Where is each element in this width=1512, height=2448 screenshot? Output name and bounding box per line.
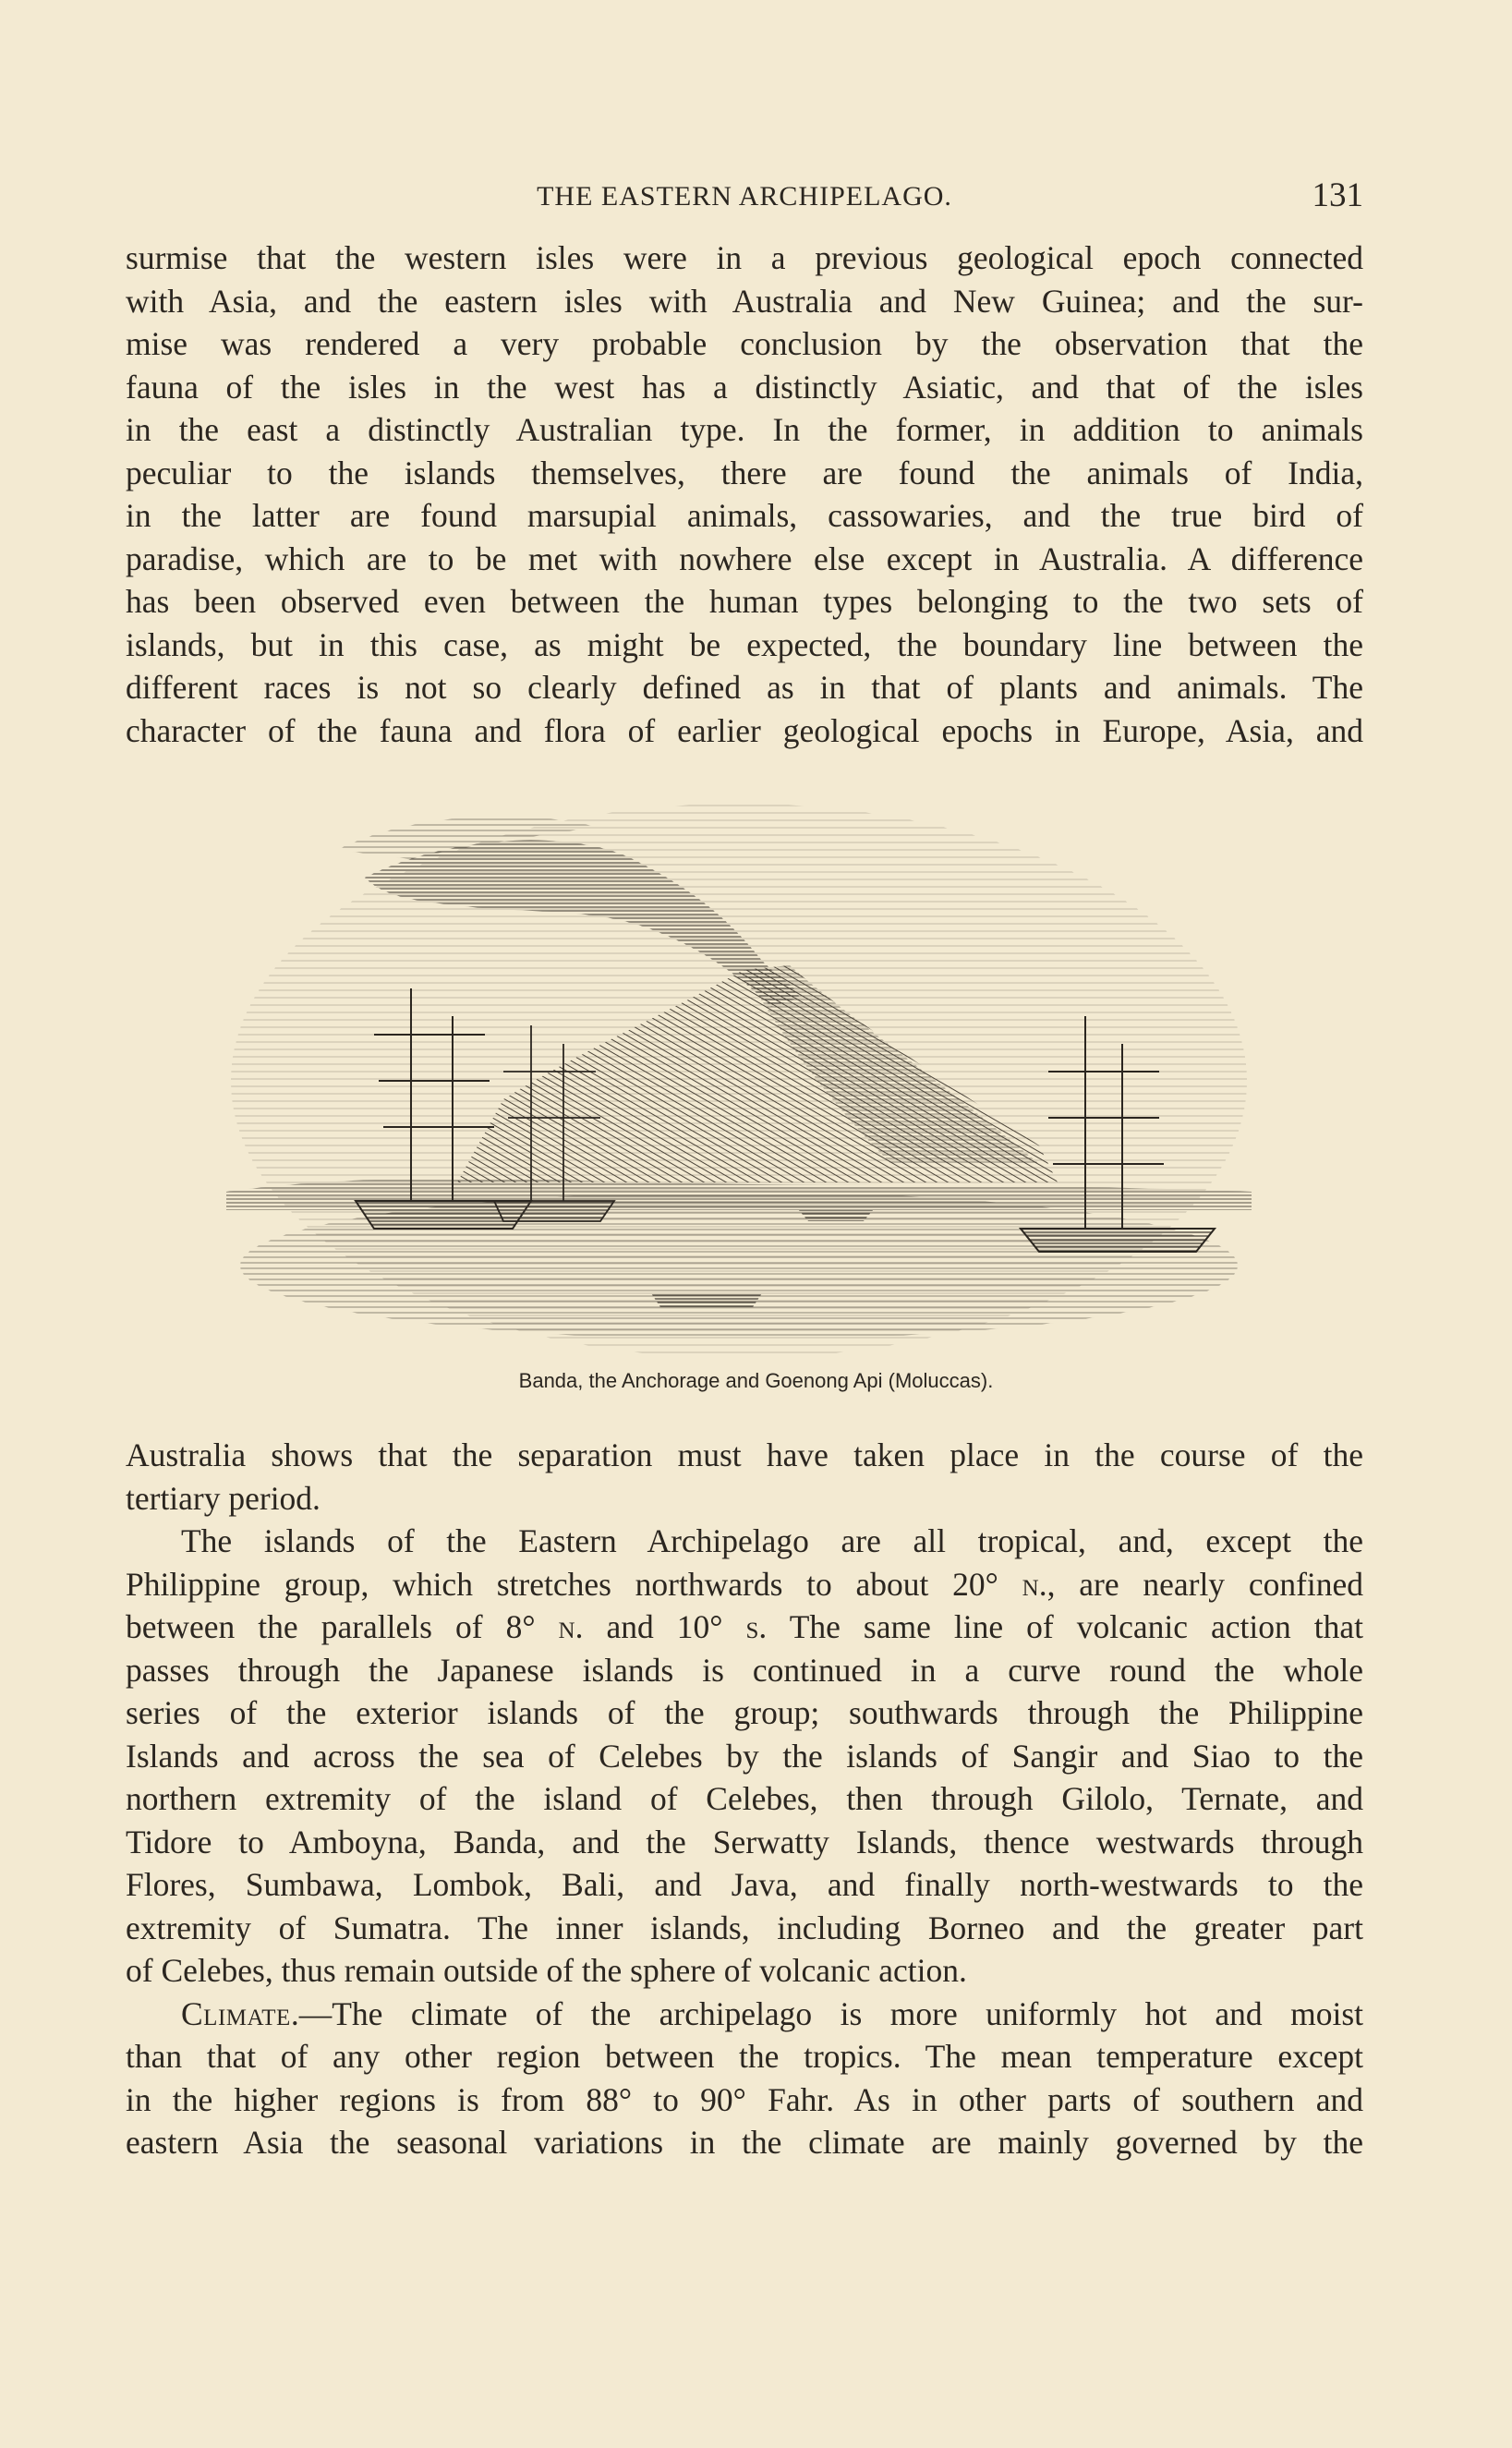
text-fragment: n.: [1022, 1565, 1047, 1603]
text-line: [126, 1563, 1363, 1606]
text-line: series of the exterior islands of the group; southwards through the Philippine: [126, 1694, 1363, 1731]
text-line: different races is not so clearly defined as in that of plants and animals. The: [126, 669, 1363, 706]
text-fragment: .—The climate of the archipelago is more uniformly hot and moist: [290, 1994, 1363, 2032]
text-line: [126, 1993, 1363, 2036]
text-fragment: The same line of volcanic action that: [789, 1608, 1364, 1645]
text-line: with Asia, and the eastern isles with Australia and New Guinea; and the sur-: [126, 282, 1363, 320]
text-fragment: and 10°: [606, 1608, 723, 1645]
text-line: in the east a distinctly Australian type. In the former, in addition to animals: [126, 411, 1363, 448]
text-line: northern extremity of the island of Celebes, then through Gilolo, Ternate, and: [126, 1780, 1363, 1817]
text-line: mise was rendered a very probable conclusion by the observation that the: [126, 325, 1363, 362]
rowboat: [651, 1293, 762, 1307]
section-heading: Climate: [181, 1994, 291, 2032]
text-line: peculiar to the islands themselves, there are found the animals of India,: [126, 454, 1363, 491]
text-line: of Celebes, thus remain outside of the sphere of volcanic action.: [126, 1952, 967, 1989]
text-line: The islands of the Eastern Archipelago are all tropical, and, except the: [181, 1522, 1363, 1559]
page-number: 131: [1312, 176, 1363, 214]
text-line: [126, 1606, 1363, 1649]
text-line: Tidore to Amboyna, Banda, and the Serwatty Islands, thence westwards through: [126, 1823, 1363, 1860]
text-fragment: , are nearly confined: [1046, 1565, 1364, 1603]
text-fragment: n.: [558, 1608, 584, 1645]
text-line: Islands and across the sea of Celebes by the islands of Sangir and Siao to the: [126, 1737, 1363, 1775]
text-line: than that of any other region between the tropics. The mean temperature except: [126, 2038, 1363, 2075]
text-line: in the higher regions is from 88° to 90° Fahr. As in other parts of southern and: [126, 2080, 1363, 2118]
main-text: [126, 1434, 1363, 2164]
text-line: tertiary period.: [126, 1479, 321, 1517]
text-line: extremity of Sumatra. The inner islands, including Borneo and the greater part: [126, 1909, 1363, 1946]
text-line: islands, but in this case, as might be expected, the boundary line between the: [126, 625, 1363, 663]
small-boat: [799, 1210, 873, 1221]
page-header: [126, 176, 1363, 222]
paragraph-continued: [126, 236, 1363, 752]
text-line: paradise, which are to be met with nowhere else except in Australia. A difference: [126, 539, 1363, 577]
text-line: passes through the Japanese islands is continued in a curve round the whole: [126, 1651, 1363, 1689]
text-line: in the latter are found marsupial animals, cassowaries, and the true bird of: [126, 497, 1363, 534]
text-fragment: Philippine group, which stretches northwards to about 20°: [126, 1565, 998, 1603]
engraving-illustration: [226, 794, 1252, 1358]
text-line: has been observed even between the human types belonging to the two sets of: [126, 583, 1363, 620]
text-line: Flores, Sumbawa, Lombok, Bali, and Java, and finally north-westwards to the: [126, 1866, 1363, 1903]
text-line: character of the fauna and flora of earlier geological epochs in Europe, Asia, and: [126, 711, 1363, 749]
text-fragment: between the parallels of 8°: [126, 1608, 536, 1645]
text-line: Australia shows that the separation must have taken place in the course of the: [126, 1436, 1363, 1473]
text-line: eastern Asia the seasonal variations in the climate are mainly governed by the: [126, 2124, 1363, 2161]
text-line: fauna of the isles in the west has a distinctly Asiatic, and that of the isles: [126, 368, 1363, 406]
figure-caption: Banda, the Anchorage and Goenong Api (Moluccas).: [518, 1369, 994, 1392]
running-title: THE EASTERN ARCHIPELAGO.: [537, 181, 952, 212]
text-line: surmise that the western isles were in a previous geological epoch connected: [126, 239, 1363, 276]
text-fragment: s.: [745, 1608, 768, 1645]
